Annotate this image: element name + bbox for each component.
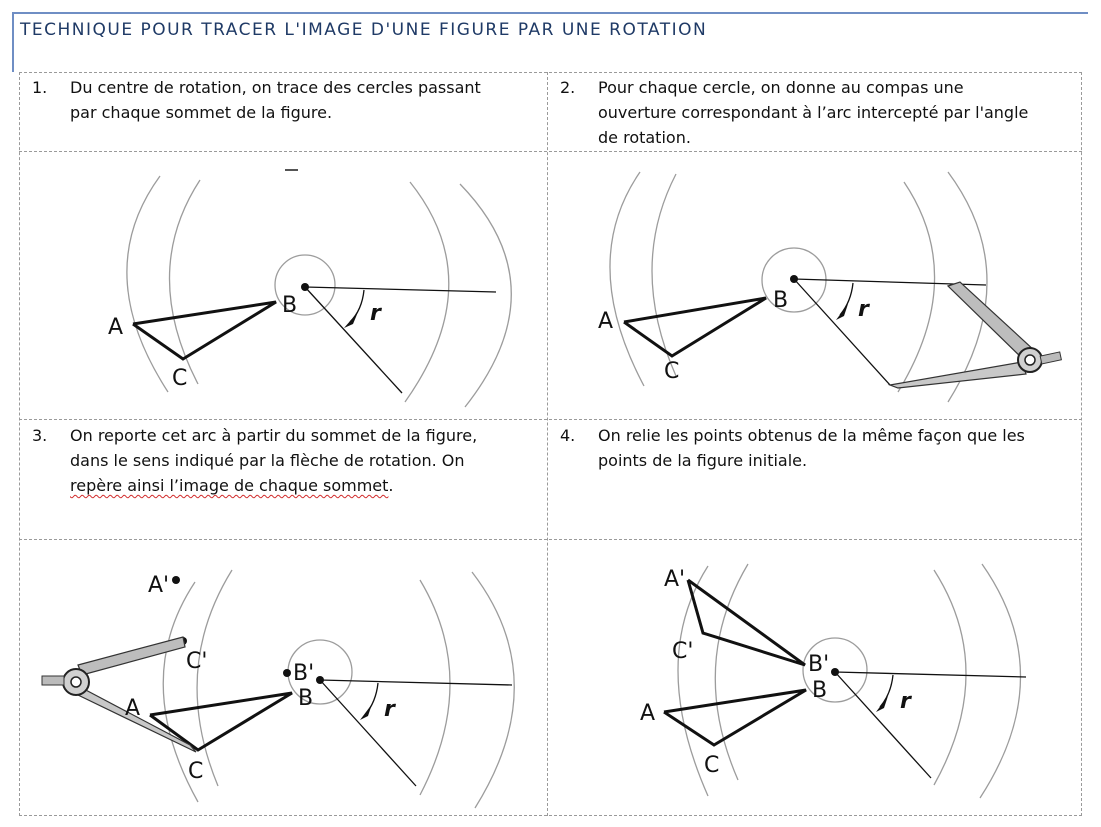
- heading-top-rule: [12, 12, 1088, 14]
- label-C: C: [188, 759, 204, 784]
- label-A: A: [640, 701, 656, 726]
- angle-arc: [365, 683, 378, 715]
- label-C-prime: C': [186, 649, 208, 674]
- figure-step-4: [548, 540, 1081, 815]
- table-row-divider-2: [19, 419, 1082, 420]
- angle-arc: [350, 290, 364, 322]
- step-2-text: [598, 75, 1028, 150]
- label-A-prime: A': [148, 573, 170, 598]
- label-r: r: [370, 301, 381, 326]
- point-A-prime-dot: [172, 576, 180, 584]
- compass-hinge-hole: [71, 677, 81, 687]
- rotation-arrow-icon: [876, 696, 888, 712]
- compass-leg-upper: [78, 637, 185, 675]
- figure-step-4-drawing: [548, 540, 1081, 815]
- compass-handle: [42, 676, 64, 685]
- step-3-line-3-end: .: [388, 476, 394, 495]
- circle-arc-right-outer: [980, 564, 1021, 798]
- step-2-line-2: ouverture correspondant à l’arc intercepté par l'angle: [598, 103, 1029, 122]
- angle-ray-2: [794, 279, 890, 385]
- circle-arc-right-outer: [460, 184, 511, 407]
- label-r: r: [900, 689, 911, 714]
- figure-step-3-drawing: [20, 540, 547, 815]
- label-C: C: [704, 753, 720, 778]
- rotation-arrow-icon: [836, 304, 848, 320]
- step-2-line-1: Pour chaque cercle, on donne au compas une: [598, 78, 964, 97]
- label-C: C: [172, 366, 188, 391]
- circle-arc-left-inner: [197, 570, 232, 786]
- angle-ray-1: [320, 680, 512, 685]
- circle-arc-left-outer: [610, 172, 644, 386]
- angle-ray-2: [835, 672, 931, 778]
- label-B-prime: B': [808, 652, 830, 677]
- step-1-text: [70, 75, 481, 125]
- angle-ray-2: [320, 680, 416, 786]
- circle-arc-right-inner: [898, 182, 935, 392]
- angle-ray-1: [835, 672, 1026, 677]
- figure-step-3: [20, 540, 547, 815]
- step-4-number: 4.: [560, 426, 576, 445]
- circle-arc-right-outer: [472, 572, 514, 808]
- figure-step-1: [20, 152, 547, 418]
- step-4-line-1: On relie les points obtenus de la même façon que les: [598, 426, 1025, 445]
- label-A-prime: A': [664, 567, 686, 592]
- label-B: B: [298, 686, 314, 711]
- circle-arc-right-inner: [405, 182, 449, 402]
- label-r: r: [384, 697, 395, 722]
- step-4: [560, 423, 1080, 535]
- label-B: B: [812, 678, 828, 703]
- circle-arc-right-inner: [420, 580, 450, 795]
- rotation-center-dot: [301, 283, 309, 291]
- step-3-line-3: [70, 473, 477, 498]
- label-A: A: [125, 696, 141, 721]
- step-1-number: 1.: [32, 78, 48, 97]
- figure-step-2-drawing: [548, 152, 1081, 418]
- rotation-angle: [835, 672, 1026, 778]
- label-r: r: [858, 297, 869, 322]
- step-3-line-1: On reporte cet arc à partir du sommet de la figure,: [70, 426, 478, 445]
- rotation-angle: [305, 287, 496, 393]
- step-3-number: 3.: [32, 426, 48, 445]
- triangle-ABC: [150, 693, 292, 750]
- triangle-ABC: [664, 690, 806, 745]
- angle-ray-2: [305, 287, 402, 393]
- circle-arc-left-inner: [715, 564, 748, 780]
- triangle-ABC: [133, 302, 276, 359]
- rotation-center-dot: [790, 275, 798, 283]
- compass-handle: [1040, 352, 1061, 364]
- step-3-text: [70, 423, 477, 498]
- step-2-number: 2.: [560, 78, 576, 97]
- step-3-line-2: dans le sens indiqué par la flèche de rotation. On: [70, 451, 465, 470]
- label-C-prime: C': [672, 639, 694, 664]
- step-2-line-3: de rotation.: [598, 128, 691, 147]
- label-B: B: [773, 288, 789, 313]
- circle-arc-right-inner: [934, 570, 966, 785]
- label-A: A: [598, 309, 614, 334]
- label-B-prime: B': [293, 661, 315, 686]
- angle-arc: [880, 675, 893, 707]
- angle-ray-1: [305, 287, 496, 292]
- construction-arcs: [678, 564, 1021, 798]
- compass-icon: [890, 282, 1061, 388]
- figure-step-1-drawing: [20, 152, 547, 418]
- label-C: C: [664, 359, 680, 384]
- heading-left-rule: [12, 12, 14, 72]
- compass-icon: [42, 637, 196, 752]
- step-4-text: [598, 423, 1025, 473]
- label-A: A: [108, 315, 124, 340]
- step-4-line-2: points de la figure initiale.: [598, 451, 808, 470]
- triangle-A-prime-B-prime-C-prime: [688, 580, 805, 665]
- step-1: [32, 75, 542, 149]
- angle-arc: [840, 283, 853, 315]
- step-1-line-1: Du centre de rotation, on trace des cercles passant: [70, 78, 481, 97]
- page-title: TECHNIQUE POUR TRACER L'IMAGE D'UNE FIGURE PAR UNE ROTATION: [20, 20, 708, 40]
- rotation-arrow-icon: [360, 704, 372, 720]
- label-B: B: [282, 293, 298, 318]
- rotation-angle: [320, 680, 512, 786]
- spellcheck-underlined-text: repère ainsi l’image de chaque sommet: [70, 476, 389, 495]
- triangle-ABC: [624, 298, 766, 356]
- step-1-line-2: par chaque sommet de la figure.: [70, 103, 333, 122]
- step-2: [560, 75, 1080, 149]
- circle-arc-left-outer: [127, 176, 168, 392]
- compass-hinge-hole: [1025, 355, 1035, 365]
- rotation-center-dot: [831, 668, 839, 676]
- figure-step-2: [548, 152, 1081, 418]
- point-B-prime-dot: [283, 669, 291, 677]
- construction-arcs: [163, 570, 514, 808]
- step-3: [32, 423, 542, 535]
- rotation-center-dot: [316, 676, 324, 684]
